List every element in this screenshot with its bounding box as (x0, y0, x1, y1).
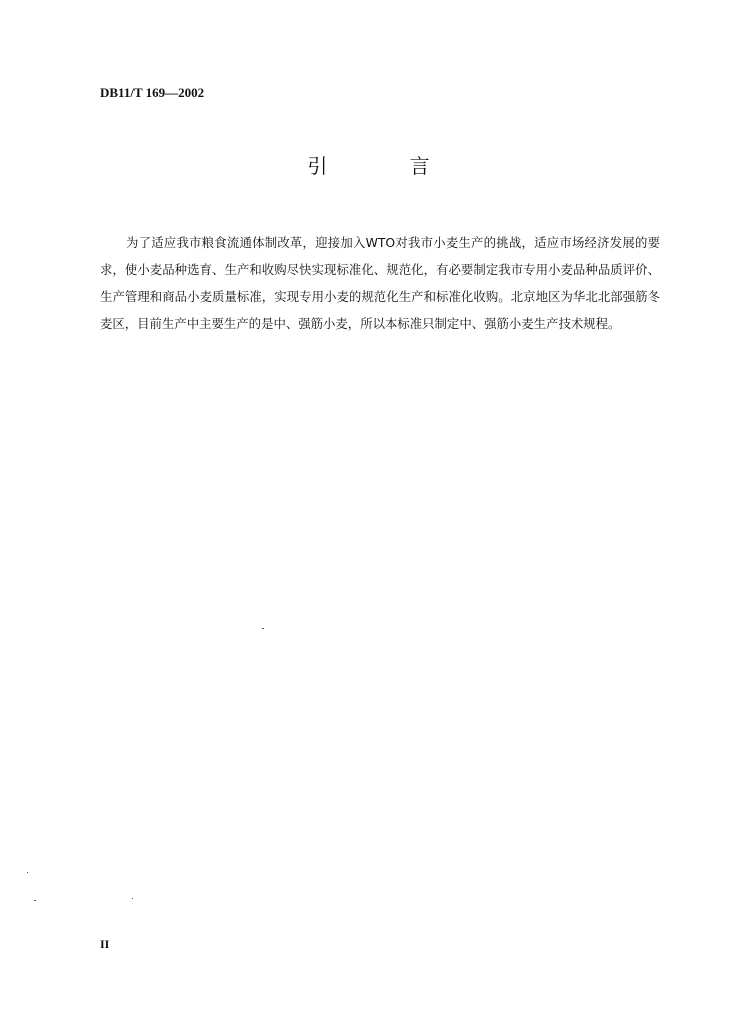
scan-speck (27, 872, 28, 873)
scan-speck (262, 628, 264, 629)
scan-speck (34, 900, 36, 901)
standard-code: DB11/T 169—2002 (100, 85, 205, 100)
page-number: II (100, 937, 110, 951)
intro-paragraph: 为了适应我市粮食流通体制改革，迎接加入WTO对我市小麦生产的挑战，适应市场经济发展的要求，使小麦品种选育、生产和收购尽快实现标准化、规范化，有必要制定我市专用小麦品种品质评价、生产管理和商品小麦质量标准，实现专用小麦的规范化生产和标准化收购。北京地区为华北北部强筋冬麦区，目前生产中主要生产的是中、强筋小麦，所以本标准只制定中、强筋小麦生产技术规程。 (100, 235, 660, 332)
scan-speck (132, 898, 133, 899)
section-title: 引 言 (307, 154, 468, 178)
